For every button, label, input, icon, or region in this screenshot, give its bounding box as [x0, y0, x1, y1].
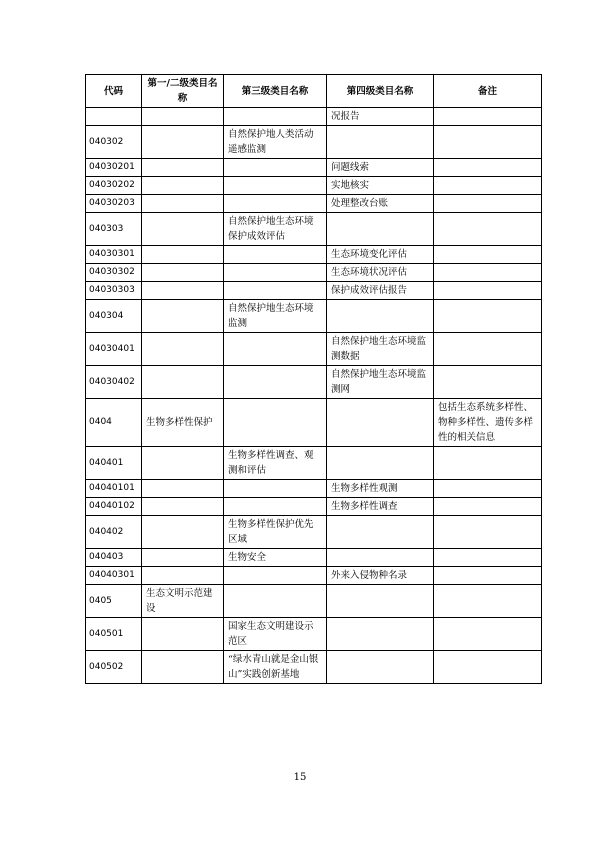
cell-code: 040501	[86, 618, 142, 651]
cell-level12	[142, 480, 224, 498]
cell-level4: 问题线索	[327, 159, 434, 177]
cell-level3: “绿水青山就是金山银山”实践创新基地	[224, 651, 327, 684]
cell-code: 04040301	[86, 567, 142, 585]
cell-level4: 生物多样性观测	[327, 480, 434, 498]
cell-code: 04030202	[86, 177, 142, 195]
cell-code: 04040102	[86, 498, 142, 516]
cell-level4	[327, 516, 434, 549]
cell-note	[434, 498, 542, 516]
cell-note	[434, 618, 542, 651]
catalog-table	[85, 74, 542, 684]
cell-note	[434, 651, 542, 684]
cell-level4	[327, 549, 434, 567]
cell-level12	[142, 618, 224, 651]
cell-level3	[224, 246, 327, 264]
cell-note	[434, 126, 542, 159]
cell-level4: 自然保护地生态环境监测网	[327, 366, 434, 399]
cell-level12: 生态文明示范建设	[142, 585, 224, 618]
cell-level12	[142, 300, 224, 333]
header-note: 备注	[434, 75, 542, 108]
cell-level4: 生物多样性调查	[327, 498, 434, 516]
cell-level4: 生态环境变化评估	[327, 246, 434, 264]
table-row	[86, 126, 542, 159]
table-row	[86, 213, 542, 246]
table-row	[86, 246, 542, 264]
table-row	[86, 159, 542, 177]
table-row	[86, 516, 542, 549]
cell-code: 04030203	[86, 195, 142, 213]
cell-note: 包括生态系统多样性、物种多样性、遗传多样性的相关信息	[434, 399, 542, 447]
cell-level4	[327, 213, 434, 246]
cell-level4: 处理整改台账	[327, 195, 434, 213]
cell-level4	[327, 618, 434, 651]
cell-code: 04030402	[86, 366, 142, 399]
cell-note	[434, 246, 542, 264]
cell-level12	[142, 567, 224, 585]
header-code: 代码	[86, 75, 142, 108]
cell-level12	[142, 366, 224, 399]
page-number: 15	[293, 772, 307, 783]
cell-note	[434, 447, 542, 480]
cell-code: 040402	[86, 516, 142, 549]
cell-code: 0405	[86, 585, 142, 618]
table-row	[86, 480, 542, 498]
cell-level3	[224, 108, 327, 126]
cell-level4	[327, 126, 434, 159]
header-level3: 第三级类目名称	[224, 75, 327, 108]
cell-level3	[224, 567, 327, 585]
table-row	[86, 282, 542, 300]
cell-level12	[142, 651, 224, 684]
cell-level12	[142, 159, 224, 177]
table-row	[86, 366, 542, 399]
header-level12: 第一/二级类目名称	[142, 75, 224, 108]
cell-level3	[224, 333, 327, 366]
cell-level12	[142, 264, 224, 282]
cell-note	[434, 282, 542, 300]
cell-note	[434, 567, 542, 585]
table-row	[86, 108, 542, 126]
cell-code: 040302	[86, 126, 142, 159]
table-row	[86, 618, 542, 651]
cell-note	[434, 516, 542, 549]
cell-level12	[142, 447, 224, 480]
cell-level4: 外来入侵物种名录	[327, 567, 434, 585]
cell-level4	[327, 447, 434, 480]
cell-note	[434, 195, 542, 213]
cell-level12	[142, 213, 224, 246]
cell-level12	[142, 516, 224, 549]
table-row	[86, 585, 542, 618]
cell-note	[434, 333, 542, 366]
cell-code: 04030401	[86, 333, 142, 366]
cell-level3	[224, 399, 327, 447]
cell-level3	[224, 264, 327, 282]
cell-code: 04040101	[86, 480, 142, 498]
cell-note	[434, 108, 542, 126]
cell-level3: 生物多样性调查、观测和评估	[224, 447, 327, 480]
cell-level12	[142, 549, 224, 567]
cell-level12	[142, 246, 224, 264]
cell-level12	[142, 498, 224, 516]
cell-note	[434, 159, 542, 177]
cell-level12	[142, 195, 224, 213]
cell-level3	[224, 366, 327, 399]
cell-code: 04030201	[86, 159, 142, 177]
cell-code: 0404	[86, 399, 142, 447]
cell-code	[86, 108, 142, 126]
cell-code: 04030301	[86, 246, 142, 264]
cell-level3	[224, 195, 327, 213]
cell-note	[434, 585, 542, 618]
cell-level3	[224, 177, 327, 195]
table-row	[86, 333, 542, 366]
cell-level4: 实地核实	[327, 177, 434, 195]
cell-level3: 自然保护地人类活动遥感监测	[224, 126, 327, 159]
cell-level3	[224, 585, 327, 618]
cell-code: 04030302	[86, 264, 142, 282]
cell-level3: 国家生态文明建设示范区	[224, 618, 327, 651]
cell-code: 040304	[86, 300, 142, 333]
cell-code: 040401	[86, 447, 142, 480]
cell-level3: 自然保护地生态环境保护成效评估	[224, 213, 327, 246]
cell-code: 040303	[86, 213, 142, 246]
table-row	[86, 264, 542, 282]
cell-note	[434, 549, 542, 567]
table-body	[86, 108, 542, 684]
header-level4: 第四级类目名称	[327, 75, 434, 108]
cell-level3	[224, 498, 327, 516]
cell-level12: 生物多样性保护	[142, 399, 224, 447]
cell-level3	[224, 159, 327, 177]
cell-level3: 生物多样性保护优先区域	[224, 516, 327, 549]
cell-level4	[327, 300, 434, 333]
cell-code: 040502	[86, 651, 142, 684]
cell-level4: 自然保护地生态环境监测数据	[327, 333, 434, 366]
cell-note	[434, 366, 542, 399]
table-row	[86, 498, 542, 516]
cell-level12	[142, 177, 224, 195]
cell-level3	[224, 480, 327, 498]
cell-note	[434, 264, 542, 282]
table-row	[86, 549, 542, 567]
cell-level4: 况报告	[327, 108, 434, 126]
table-row	[86, 567, 542, 585]
cell-level4: 生态环境状况评估	[327, 264, 434, 282]
cell-level3: 自然保护地生态环境监测	[224, 300, 327, 333]
table-row	[86, 195, 542, 213]
cell-level4	[327, 651, 434, 684]
cell-note	[434, 480, 542, 498]
cell-code: 04030303	[86, 282, 142, 300]
table-row	[86, 399, 542, 447]
cell-note	[434, 177, 542, 195]
table-header-row	[86, 75, 542, 108]
cell-code: 040403	[86, 549, 142, 567]
table-row	[86, 300, 542, 333]
table-row	[86, 651, 542, 684]
cell-level4: 保护成效评估报告	[327, 282, 434, 300]
cell-level12	[142, 108, 224, 126]
cell-note	[434, 213, 542, 246]
cell-level3: 生物安全	[224, 549, 327, 567]
cell-level12	[142, 126, 224, 159]
cell-level12	[142, 333, 224, 366]
cell-note	[434, 300, 542, 333]
cell-level4	[327, 585, 434, 618]
cell-level12	[142, 282, 224, 300]
table-row	[86, 447, 542, 480]
table-row	[86, 177, 542, 195]
cell-level3	[224, 282, 327, 300]
cell-level4	[327, 399, 434, 447]
